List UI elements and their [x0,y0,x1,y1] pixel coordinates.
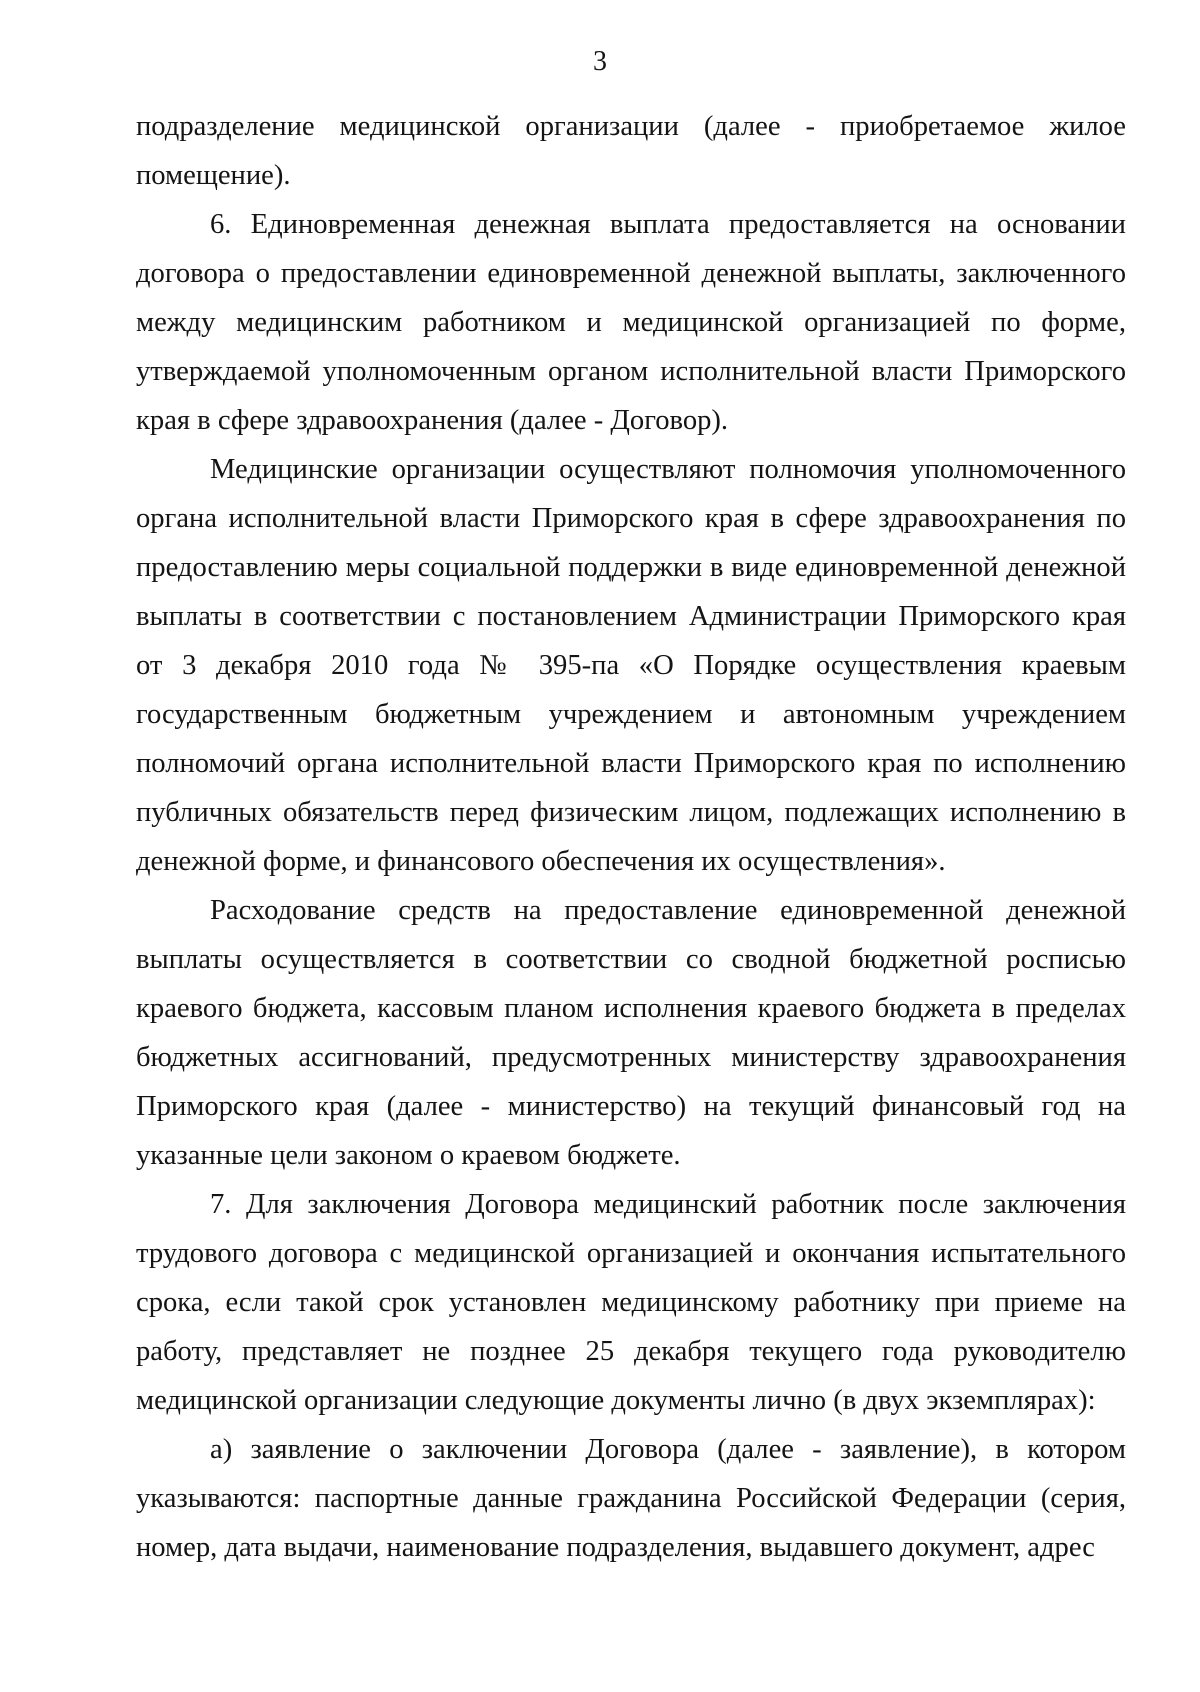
page-number: 3 [593,46,607,77]
paragraph-continuation: подразделение медицинской организации (далее - приобретаемое жилое помещение). [136,111,1126,191]
paragraph-item-7: 7. Для заключения Договора медицинский работник после заключения трудового договора с медицинской организацией и окончания испытательного срока, если такой срок установлен медицинскому работнику при приеме на работу, представляет не позднее 25 декабря текущего года руководителю медицинской организации следующие документы лично (в двух экземплярах): [136,1189,1126,1416]
paragraph-medical-organizations: Медицинские организации осуществляют полномочия уполномоченного органа исполнительной власти Приморского края в сфере здравоохранения по предоставлению меры социальной поддержки в виде единовременной денежной выплаты в соответствии с постановлением Администрации Приморского края от 3 декабря 2010 года № 395-па «О Порядке осуществления краевым государственным бюджетным учреждением и автономным учреждением полномочий органа исполнительной власти Приморского края по исполнению публичных обязательств перед физическим лицом, подлежащих исполнению в денежной форме, и финансового обеспечения их осуществления». [136,454,1126,877]
paragraph-subitem-a: а) заявление о заключении Договора (далее - заявление), в котором указываются: паспортные данные гражданина Российской Федерации (серия, номер, дата выдачи, наименование подразделения, выдавшего документ, адрес [136,1434,1126,1563]
paragraph-item-6: 6. Единовременная денежная выплата предоставляется на основании договора о предоставлении единовременной денежной выплаты, заключенного между медицинским работником и медицинской организацией по форме, утверждаемой уполномоченным органом исполнительной власти Приморского края в сфере здравоохранения (далее - Договор). [136,209,1126,436]
document-body [136,102,1126,1572]
paragraph-spending: Расходование средств на предоставление единовременной денежной выплаты осуществляется в соответствии со сводной бюджетной росписью краевого бюджета, кассовым планом исполнения краевого бюджета в пределах бюджетных ассигнований, предусмотренных министерству здравоохранения Приморского края (далее - министерство) на текущий финансовый год на указанные цели законом о краевом бюджете. [136,895,1126,1171]
